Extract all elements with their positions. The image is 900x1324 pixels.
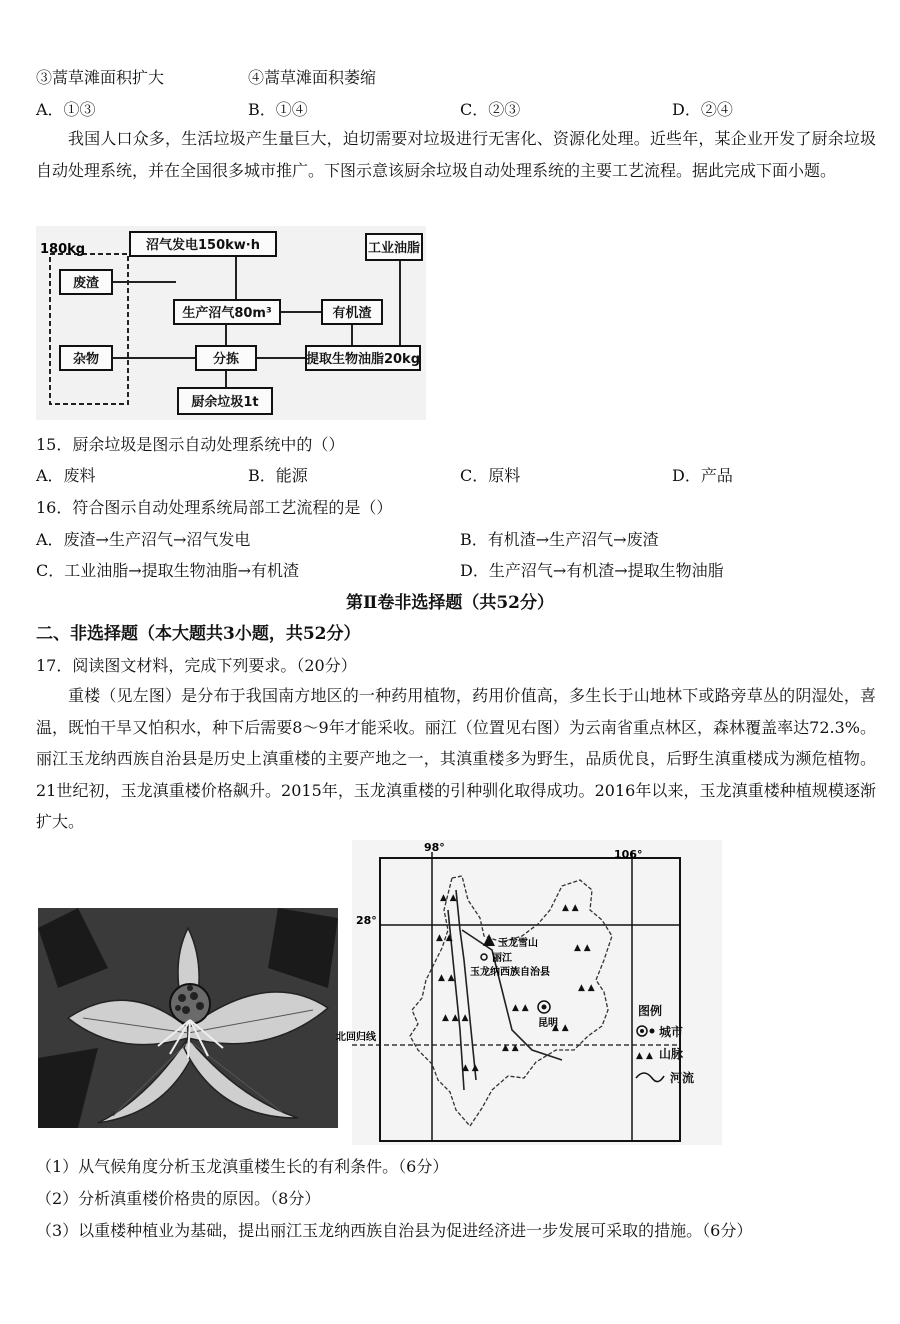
svg-text:▲ ▲: ▲ ▲ [552,1023,569,1033]
kunming-label: 昆明 [538,1018,558,1029]
option-item4: ④蒿草滩面积萎缩 [248,68,377,87]
q17-stem: 17．阅读图文材料，完成下列要求。（20分） [36,656,357,675]
county-label: 玉龙纳西族自治县 [470,967,550,978]
q16-choice-d: D．生产沼气→有机渣→提取生物油脂 [460,561,724,580]
q15-choice-d: D．产品 [672,466,733,485]
svg-text:▲ ▲: ▲ ▲ [436,933,453,943]
svg-text:▲ ▲: ▲ ▲ [438,973,455,983]
svg-text:▲ ▲: ▲ ▲ [578,983,595,993]
q14-choice-c: C．②③ [460,100,521,119]
svg-text:▲ ▲: ▲ ▲ [562,903,579,913]
q14-choice-d: D．②④ [672,100,733,119]
lon-106-label: 106° [614,848,643,861]
tropic-label: 北回归线 [336,1032,376,1043]
section2-title: 二、非选择题（本大题共3小题，共52分） [36,624,361,644]
q17-sub3: （3）以重楼种植业为基础，提出丽江玉龙纳西族自治县为促进经济进一步发展可采取的措施。（6分） [36,1221,753,1240]
mountain-label: 玉龙雪山 [498,938,538,949]
q16-choice-a: A．废渣→生产沼气→沼气发电 [36,530,251,549]
legend-river-label: 河流 [670,1071,695,1085]
box-kitchen-waste-label: 厨余垃圾1t [191,395,259,410]
legend-title: 图例 [638,1004,663,1018]
svg-text:▲ ▲: ▲ ▲ [502,1043,519,1053]
q17-paragraph: 重楼（见左图）是分布于我国南方地区的一种药用植物，药用价值高，多生长于山地林下或路旁草丛的阴湿处，喜温，既怕干旱又怕积水，种下后需要8～9年才能采收。丽江（位置见右图）为云南省重点林区，森林覆盖率达72.3%。丽江玉龙纳西族自治县是历史上滇重楼的主要产地之一，其滇重楼多为野生，品质优良，后野生滇重楼成为濒危植物。21世纪初，玉龙滇重楼价格飙升。2015年，玉龙滇重楼的引种驯化取得成功。2016年以来，玉龙滇重楼种植规模逐渐扩大。 [36,686,876,831]
q15-choice-a: A．废料 [36,466,96,485]
svg-text:▲ ▲: ▲ ▲ [512,1003,529,1013]
yunnan-map [336,840,722,1145]
q17-sub1: （1）从气候角度分析玉龙滇重楼生长的有利条件。（6分） [36,1157,449,1176]
q16-choice-b: B．有机渣→生产沼气→废渣 [460,530,659,549]
volume2-title: 第Ⅱ卷非选择题（共52分） [346,593,554,613]
svg-text:▲ ▲ ▲: ▲ ▲ ▲ [442,1013,469,1023]
option-item3: ③蒿草滩面积扩大 [36,68,165,87]
legend-city-label: 城市 [659,1025,684,1039]
legend-mountain-label: 山脉 [659,1047,684,1061]
q15-choice-b: B．能源 [248,466,308,485]
paris-plant-photo [38,908,338,1128]
box-biogas-power-label: 沼气发电150kw·h [146,238,260,253]
q17-sub2: （2）分析滇重楼价格贵的原因。（8分） [36,1189,321,1208]
box-extract-oil-label: 提取生物油脂20kg [305,352,421,367]
box-sort-label: 分拣 [212,352,240,367]
lat-28-label: 28° [356,914,377,927]
intro-paragraph: 我国人口众多，生活垃圾产生量巨大，迫切需要对垃圾进行无害化、资源化处理。近些年，某企业开发了厨余垃圾自动处理系统，并在全国很多城市推广。下图示意该厨余垃圾自动处理系统的主要工艺流程。据此完成下面小题。 [36,129,876,180]
svg-text:▲ ▲: ▲ ▲ [440,893,457,903]
svg-text:▲ ▲: ▲ ▲ [462,1063,479,1073]
q15-choice-c: C．原料 [460,466,521,485]
box-organic-label: 有机渣 [332,306,372,321]
box-residue-label: 废渣 [72,276,100,291]
weight-label: 180kg [40,242,86,257]
box-biogas-label: 生产沼气80m³ [182,306,272,321]
box-industrial-oil-label: 工业油脂 [367,241,421,256]
q16-stem: 16．符合图示自动处理系统局部工艺流程的是（） [36,498,393,517]
q16-choice-c: C．工业油脂→提取生物油脂→有机渣 [36,561,300,580]
q15-stem: 15．厨余垃圾是图示自动处理系统中的（） [36,435,345,454]
q14-choice-b: B．①④ [248,100,308,119]
lijiang-label: 丽江 [492,953,512,964]
svg-text:▲ ▲: ▲ ▲ [574,943,591,953]
lon-98-label: 98° [424,841,445,854]
legend-mountain-icon: ▲ ▲ [636,1051,653,1061]
flowchart [36,226,426,420]
q14-choice-a: A．①③ [36,100,96,119]
box-sundries-label: 杂物 [72,352,100,367]
